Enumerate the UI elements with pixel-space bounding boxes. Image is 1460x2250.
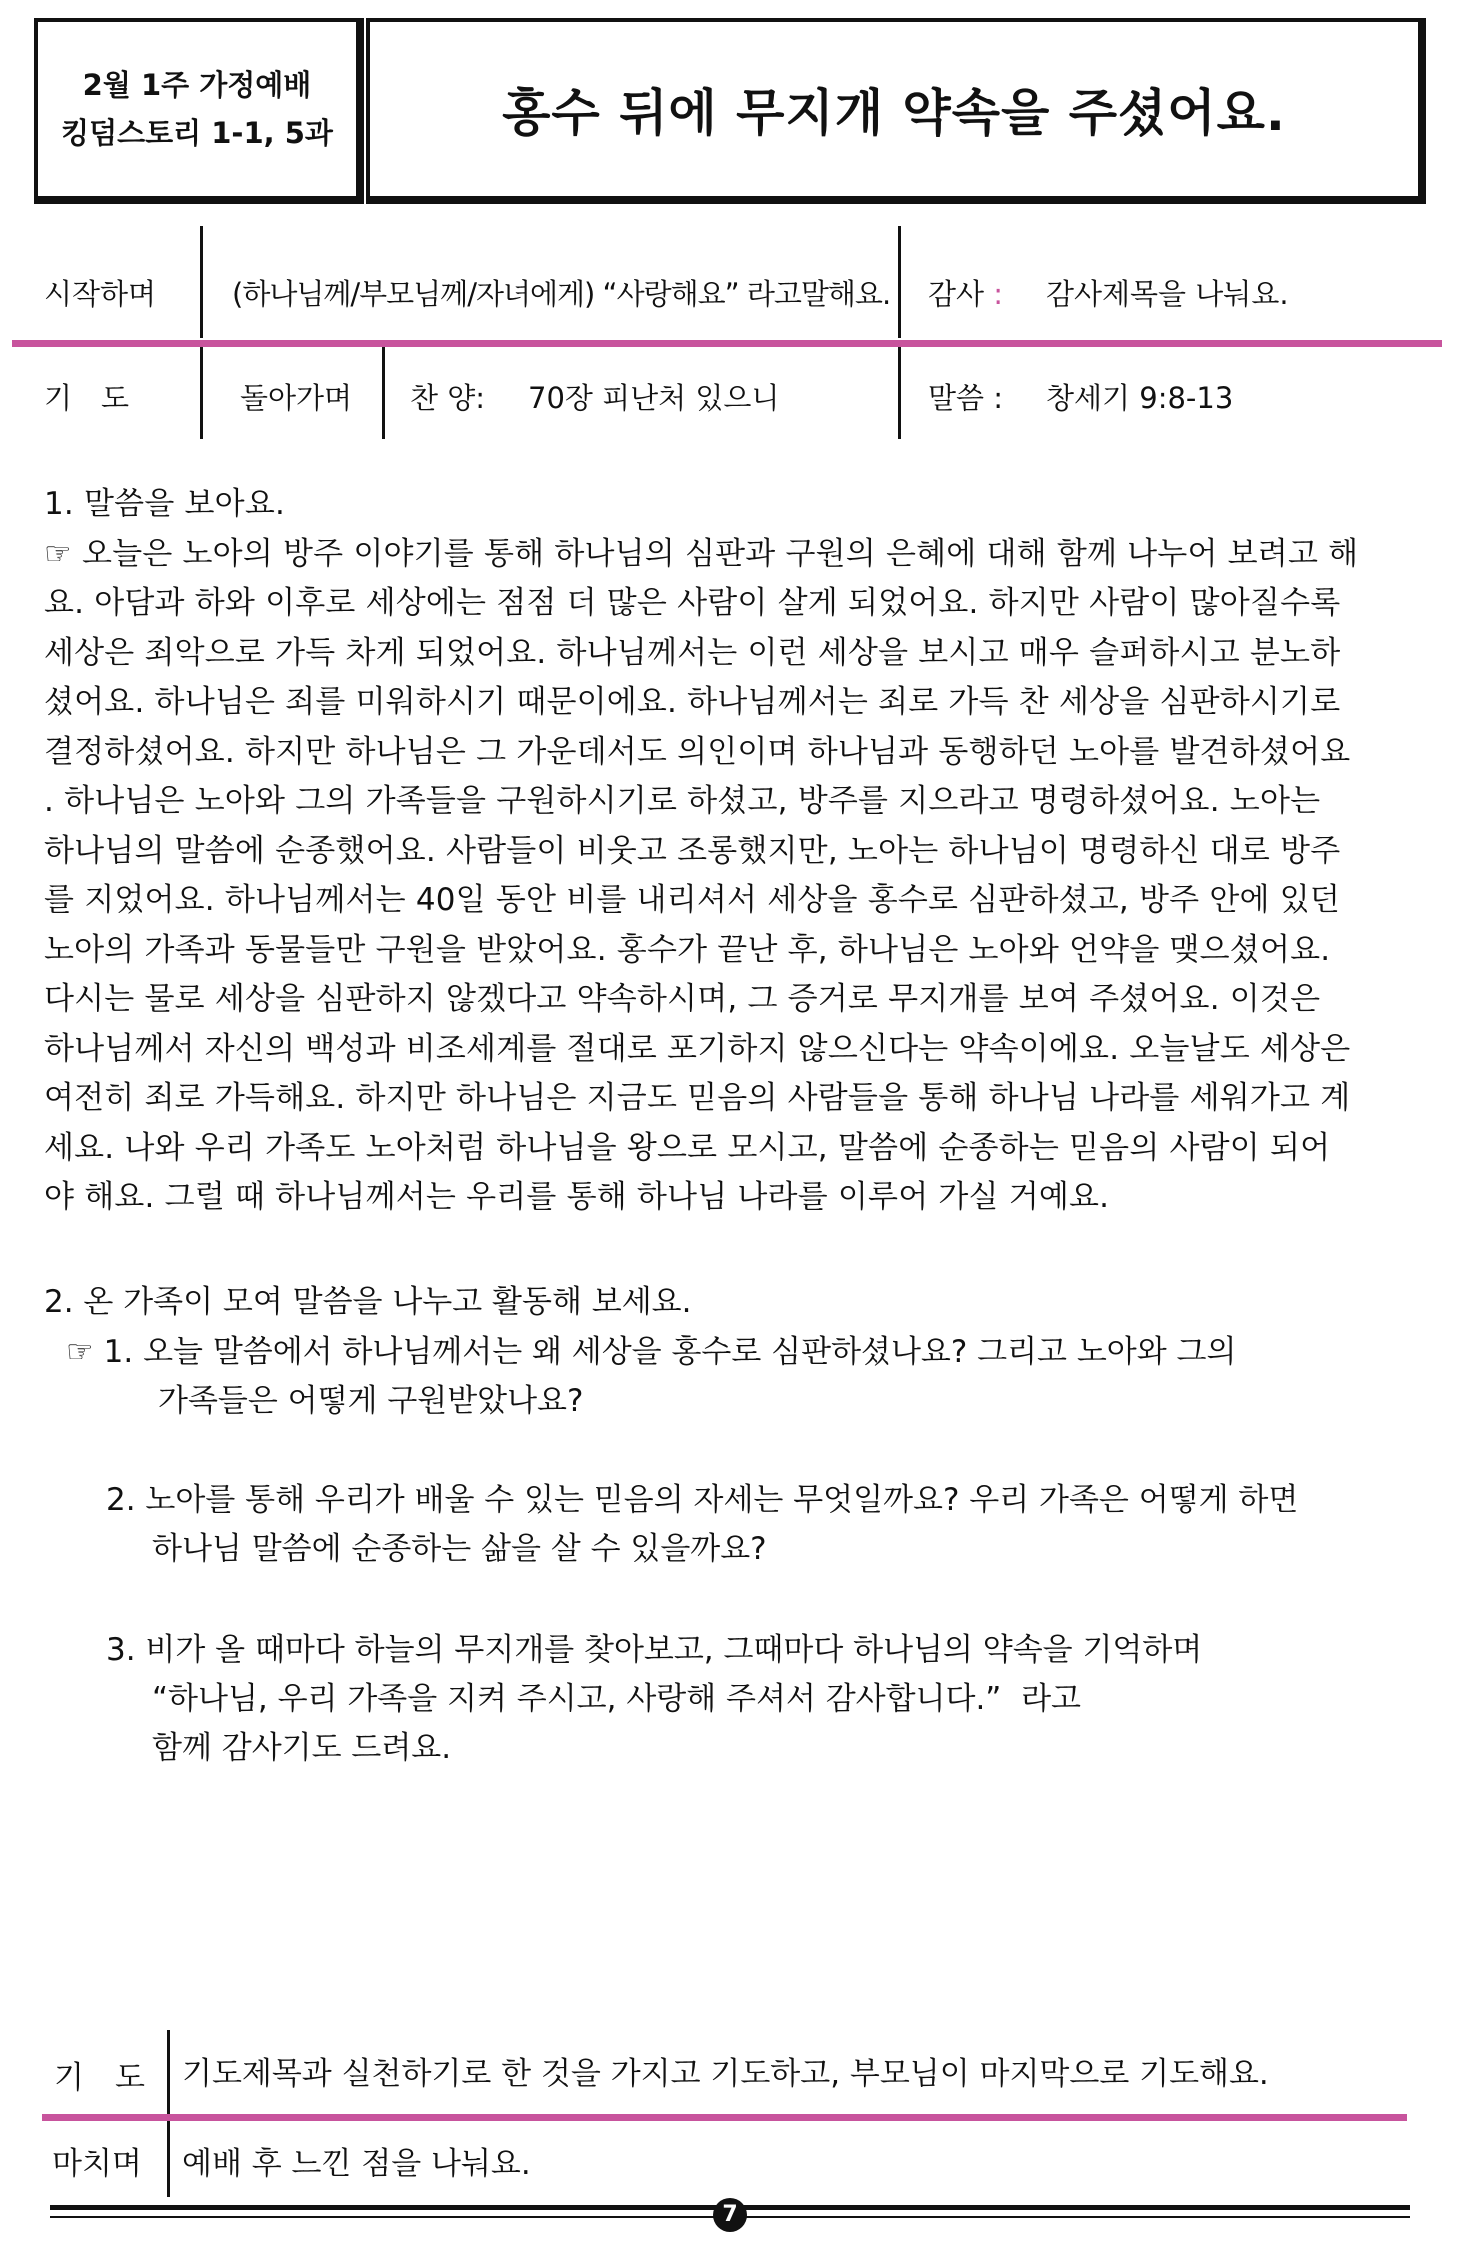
question-1-line2: 가족들은 어떻게 구원받았나요? xyxy=(158,1383,584,1419)
body-line: 하나님께서 자신의 백성과 비조세계를 절대로 포기하지 않으신다는 약속이에요. 오늘날도 세상은 xyxy=(44,1030,1351,1067)
thanks-text: 감사제목을 나눠요. xyxy=(1046,277,1289,311)
page-number: 7 xyxy=(722,2202,738,2227)
word-text: 창세기 9:8-13 xyxy=(1046,381,1234,415)
thanks-label: 감사 xyxy=(928,277,985,311)
lesson-meta-week: 2월 1주 가정예배 xyxy=(82,68,312,102)
question-1-line1: ☞ 1. 오늘 말씀에서 하나님께서는 왜 세상을 홍수로 심판하셨나요? 그리고 노아와 그의 xyxy=(66,1334,1237,1370)
body-line: 하나님의 말씀에 순종했어요. 사람들이 비웃고 조롱했지만, 노아는 하나님이 명령하신 대로 방주 xyxy=(44,832,1341,869)
footer-prayer-text: 기도제목과 실천하기로 한 것을 가지고 기도하고, 부모님이 마지막으로 기도해요. xyxy=(182,2056,1269,2092)
table-divider xyxy=(200,347,203,439)
body-line: . 하나님은 노아와 그의 가족들을 구원하시기로 하셨고, 방주를 지으라고 명령하셨어요. 노아는 xyxy=(44,783,1321,819)
thanks-colon: : xyxy=(993,277,1004,311)
body-line: 세상은 죄악으로 가득 차게 되었어요. 하나님께서는 이런 세상을 보시고 매우 슬퍼하시고 분노하 xyxy=(44,634,1341,671)
body-line: 결정하셨어요. 하지만 하나님은 그 가운데서도 의인이며 하나님과 동행하던 노아를 발견하셨어요 xyxy=(44,733,1351,770)
body-line: 야 해요. 그럴 때 하나님께서는 우리를 통해 하나님 나라를 이루어 가실 거예요. xyxy=(44,1179,1110,1215)
lesson-meta-box xyxy=(34,18,364,204)
hymn-label: 찬 양: xyxy=(410,381,486,415)
footer-closing-text: 예배 후 느낀 점을 나눠요. xyxy=(182,2146,531,2182)
body-line: 요. 아담과 하와 이후로 세상에는 점점 더 많은 사람이 살게 되었어요. 하지만 사람이 많아질수록 xyxy=(44,585,1341,621)
body-line: 여전히 죄로 가득해요. 하지만 하나님은 지금도 믿음의 사람들을 통해 하나님 나라를 세워가고 계 xyxy=(44,1080,1351,1116)
prayer-text: 돌아가며 xyxy=(240,381,353,415)
footer-divider xyxy=(167,2121,170,2197)
page-number-badge xyxy=(713,2198,747,2232)
table-divider xyxy=(898,226,901,338)
start-label: 시작하며 xyxy=(44,277,157,311)
word-label: 말씀 : xyxy=(928,381,1004,415)
question-2-line2: 하나님 말씀에 순종하는 삶을 살 수 있을까요? xyxy=(152,1531,767,1567)
start-text: (하나님께/부모님께/자녀에게) “사랑해요” 라고말해요. xyxy=(232,277,891,311)
hymn-text: 70장 피난처 있으니 xyxy=(528,381,780,415)
thanks-label-group xyxy=(928,274,1003,314)
table-divider xyxy=(898,347,901,439)
question-3-line2: “하나님, 우리 가족을 지켜 주시고, 사랑해 주셔서 감사합니다.” 라고 xyxy=(152,1681,1081,1717)
page-title: 홍수 뒤에 무지개 약속을 주셨어요. xyxy=(502,84,1286,142)
body-line: 세요. 나와 우리 가족도 노아처럼 하나님을 왕으로 모시고, 말씀에 순종하는 믿음의 사람이 되어 xyxy=(44,1129,1331,1166)
body-line: 를 지었어요. 하나님께서는 40일 동안 비를 내리셔서 세상을 홍수로 심판하셨고, 방주 안에 있던 xyxy=(44,882,1341,918)
pink-divider xyxy=(12,340,1442,347)
section2-heading: 2. 온 가족이 모여 말씀을 나누고 활동해 보세요. xyxy=(44,1284,692,1320)
question-3-line1: 3. 비가 올 때마다 하늘의 무지개를 찾아보고, 그때마다 하나님의 약속을 기억하며 xyxy=(106,1632,1203,1668)
table-divider xyxy=(382,347,385,439)
question-2-line1: 2. 노아를 통해 우리가 배울 수 있는 믿음의 자세는 무엇일까요? 우리 가족은 어떻게 하면 xyxy=(106,1482,1299,1518)
body-line: 다시는 물로 세상을 심판하지 않겠다고 약속하시며, 그 증거로 무지개를 보여 주셨어요. 이것은 xyxy=(44,981,1321,1017)
body-line: ☞ 오늘은 노아의 방주 이야기를 통해 하나님의 심판과 구원의 은혜에 대해 함께 나누어 보려고 해 xyxy=(44,535,1359,572)
body-line: 노아의 가족과 동물들만 구원을 받았어요. 홍수가 끝난 후, 하나님은 노아와 언약을 맺으셨어요. xyxy=(44,931,1331,968)
section1-heading: 1. 말씀을 보아요. xyxy=(44,486,286,522)
question-3-line3: 함께 감사기도 드려요. xyxy=(152,1730,452,1766)
footer-divider xyxy=(167,2030,170,2114)
footer-closing-label: 마치며 xyxy=(52,2146,142,2182)
footer-prayer-label: 기 도 xyxy=(54,2060,145,2096)
prayer-label: 기 도 xyxy=(44,381,130,415)
body-line: 셨어요. 하나님은 죄를 미워하시기 때문이에요. 하나님께서는 죄로 가득 찬 세상을 심판하시기로 xyxy=(44,684,1341,720)
section1 xyxy=(44,480,1424,1223)
lesson-meta-series: 킹덤스토리 1-1, 5과 xyxy=(61,116,333,150)
page-title-box xyxy=(366,18,1426,204)
pink-divider xyxy=(42,2114,1407,2121)
table-divider xyxy=(200,226,203,338)
